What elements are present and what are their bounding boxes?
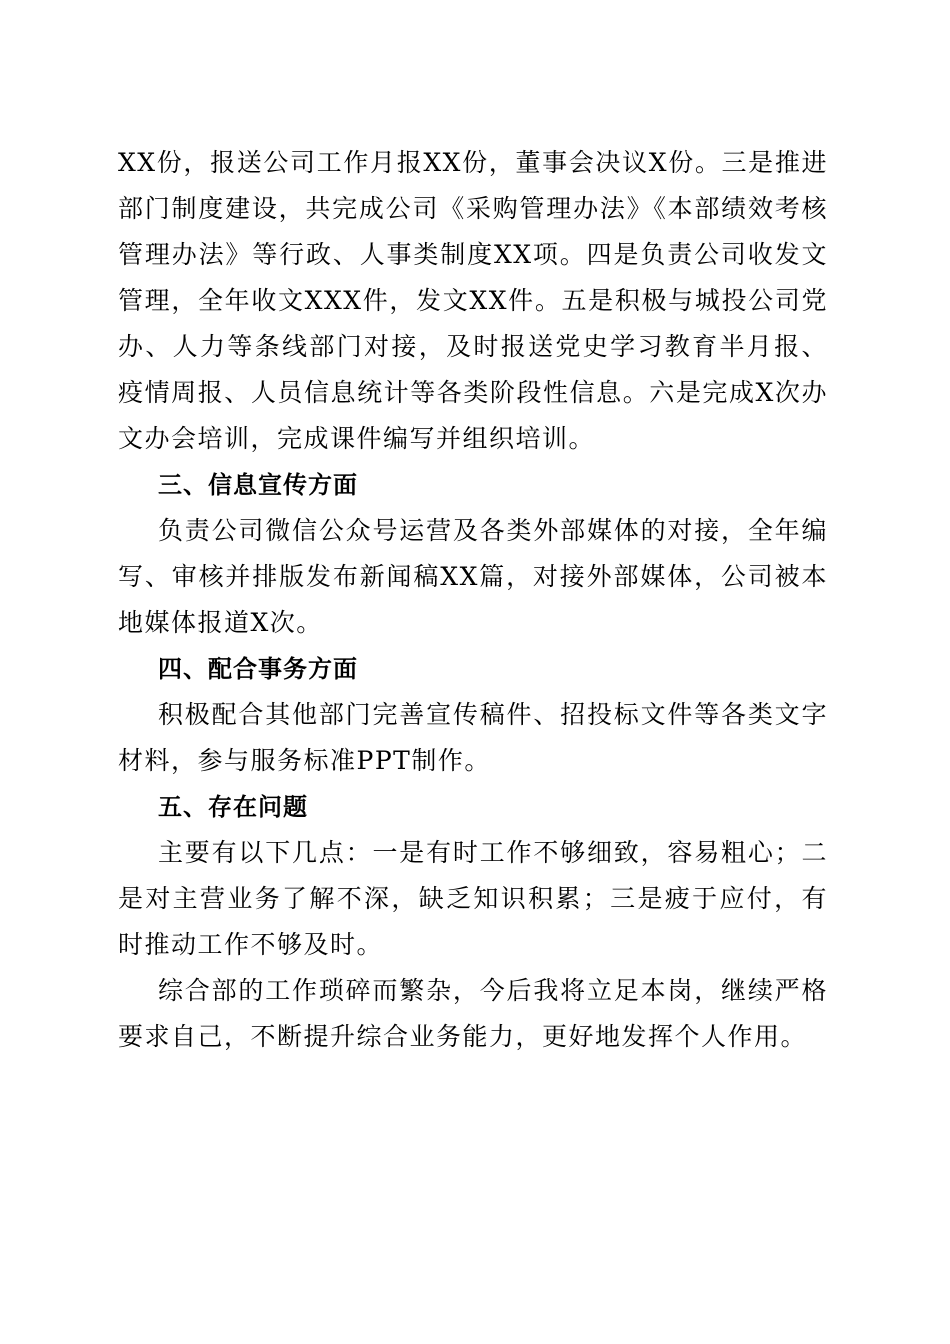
continued-paragraph: XX份，报送公司工作月报XX份，董事会决议X份。三是推进部门制度建设，共完成公司《采购管理办法》《本部绩效考核管理办法》等行政、人事类制度XX项。四是负责公司收发文管理，全年收文XXX件，发文XX件。五是积极与城投公司党办、人力等条线部门对接，及时报送党史学习教育半月报、疫情周报、人员信息统计等各类阶段性信息。六是完成X次办文办会培训，完成课件编写并组织培训。 [118, 148, 828, 453]
paragraph-conclusion: 综合部的工作琐碎而繁杂，今后我将立足本岗，继续严格要求自己，不断提升综合业务能力，更好地发挥个人作用。 [118, 976, 828, 1051]
section-heading-info-publicity: 三、信息宣传方面 [158, 471, 358, 499]
paragraph-existing-problems: 主要有以下几点：一是有时工作不够细致，容易粗心；二是对主营业务了解不深，缺乏知识积累；三是疲于应付，有时推动工作不够及时。 [118, 838, 828, 959]
section-heading-existing-problems: 五、存在问题 [158, 793, 308, 821]
section-heading-supporting-affairs: 四、配合事务方面 [158, 655, 358, 683]
paragraph-info-publicity: 负责公司微信公众号运营及各类外部媒体的对接，全年编写、审核并排版发布新闻稿XX篇，对接外部媒体，公司被本地媒体报道X次。 [118, 516, 828, 637]
document-body [118, 140, 828, 1060]
paragraph-supporting-affairs: 积极配合其他部门完善宣传稿件、招投标文件等各类文字材料，参与服务标准PPT制作。 [118, 700, 828, 775]
